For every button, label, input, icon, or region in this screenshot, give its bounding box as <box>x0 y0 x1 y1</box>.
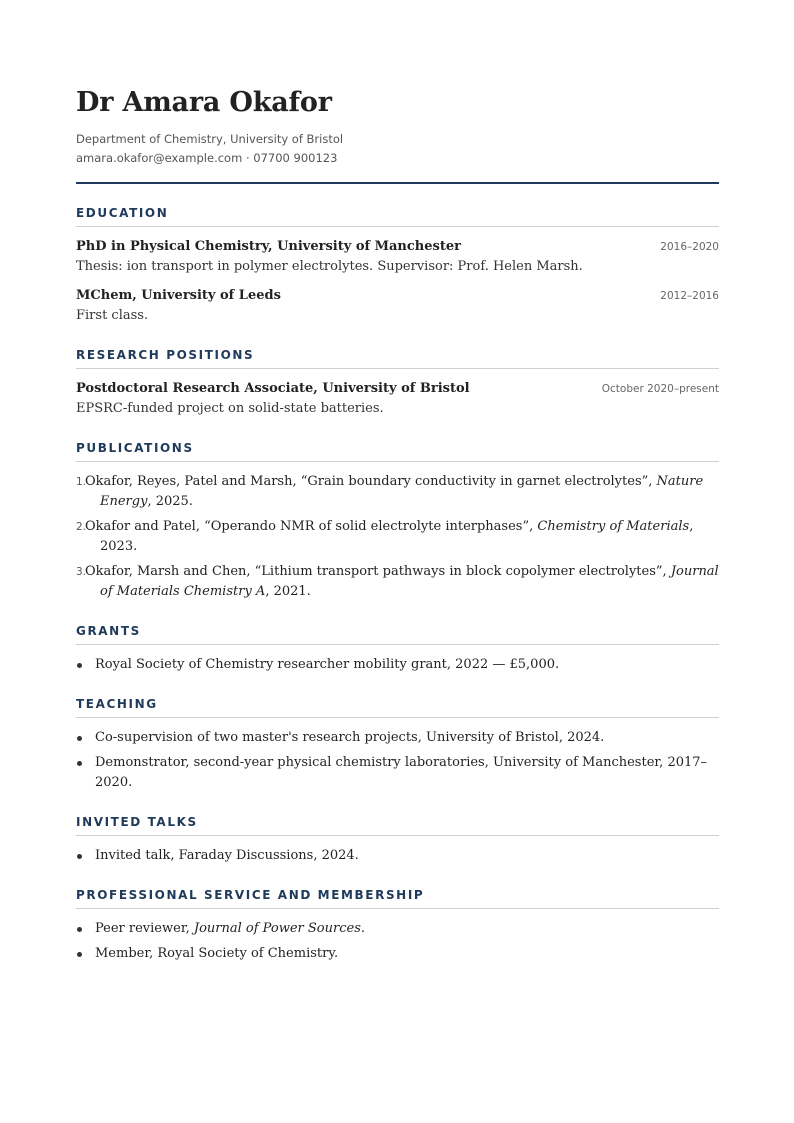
publication-text: Okafor and Patel, “Operando NMR of solid electrolyte interphases”, <box>85 519 538 534</box>
publication-tail: , 2025. <box>147 494 193 509</box>
publication-tail: , 2023. <box>100 519 694 554</box>
service-text: Member, Royal Society of Chemistry. <box>95 946 339 961</box>
entry-description: Thesis: ion transport in polymer electrolytes. Supervisor: Prof. Helen Marsh. <box>76 259 583 274</box>
service-section <box>76 888 719 964</box>
publication-tail: , 2021. <box>265 584 311 599</box>
publication-number: 3. <box>76 566 87 578</box>
publication-journal: Journal of Materials Chemistry A <box>100 564 719 599</box>
grants-list <box>76 655 719 675</box>
research-section <box>76 348 719 419</box>
service-tail: . <box>360 921 366 936</box>
publication-text: Okafor, Marsh and Chen, “Lithium transport pathways in block copolymer electrolytes”, <box>85 564 671 579</box>
talks-section <box>76 815 719 866</box>
entry-description: EPSRC-funded project on solid-state batteries. <box>76 401 384 416</box>
publication-item <box>76 472 719 512</box>
publication-journal: Nature Energy <box>100 474 704 509</box>
section-title-teaching: TEACHING <box>76 697 719 718</box>
section-title-publications: PUBLICATIONS <box>76 441 719 462</box>
education-entry <box>76 237 719 277</box>
publication-item <box>76 562 719 602</box>
section-title-service: PROFESSIONAL SERVICE AND MEMBERSHIP <box>76 888 719 909</box>
education-section <box>76 206 719 326</box>
education-entry <box>76 286 719 326</box>
talks-list <box>76 846 719 866</box>
research-entry <box>76 379 719 419</box>
entry-title: Postdoctoral Research Associate, University of Bristol <box>76 381 470 396</box>
grants-section <box>76 624 719 675</box>
list-item: Demonstrator, second-year physical chemistry laboratories, University of Manchester, 2017–2020. <box>76 753 719 793</box>
entry-date: 2012–2016 <box>660 290 719 302</box>
publication-number: 1. <box>76 476 87 488</box>
section-title-grants: GRANTS <box>76 624 719 645</box>
section-title-talks: INVITED TALKS <box>76 815 719 836</box>
teaching-section <box>76 697 719 793</box>
publication-text: Okafor, Reyes, Patel and Marsh, “Grain boundary conductivity in garnet electrolytes”, <box>85 474 657 489</box>
entry-date: October 2020–present <box>601 383 719 395</box>
entry-title: MChem, University of Leeds <box>76 288 281 303</box>
list-item <box>76 944 719 964</box>
publications-section <box>76 441 719 602</box>
contact-block <box>76 130 719 168</box>
entry-date: 2016–2020 <box>660 241 719 253</box>
service-text: Peer reviewer, <box>95 921 194 936</box>
publication-number: 2. <box>76 521 87 533</box>
header-divider <box>76 182 719 184</box>
entry-description: First class. <box>76 308 149 323</box>
teaching-list <box>76 728 719 793</box>
contact-details: amara.okafor@example.com · 07700 900123 <box>76 151 338 165</box>
list-item: Co-supervision of two master's research projects, University of Bristol, 2024. <box>76 728 719 748</box>
list-item <box>76 919 719 939</box>
entry-title: PhD in Physical Chemistry, University of Manchester <box>76 239 461 254</box>
list-item: Invited talk, Faraday Discussions, 2024. <box>76 846 719 866</box>
publication-item <box>76 517 719 557</box>
section-title-research: RESEARCH POSITIONS <box>76 348 719 369</box>
list-item: Royal Society of Chemistry researcher mobility grant, 2022 — £5,000. <box>76 655 719 675</box>
publication-list <box>76 472 719 602</box>
page-title: Dr Amara Okafor <box>76 87 332 118</box>
publication-journal: Chemistry of Materials <box>537 519 690 534</box>
affiliation: Department of Chemistry, University of Bristol <box>76 132 344 146</box>
cv-page <box>76 86 719 969</box>
service-journal: Journal of Power Sources <box>193 921 361 936</box>
section-title-education: EDUCATION <box>76 206 719 227</box>
service-list <box>76 919 719 964</box>
